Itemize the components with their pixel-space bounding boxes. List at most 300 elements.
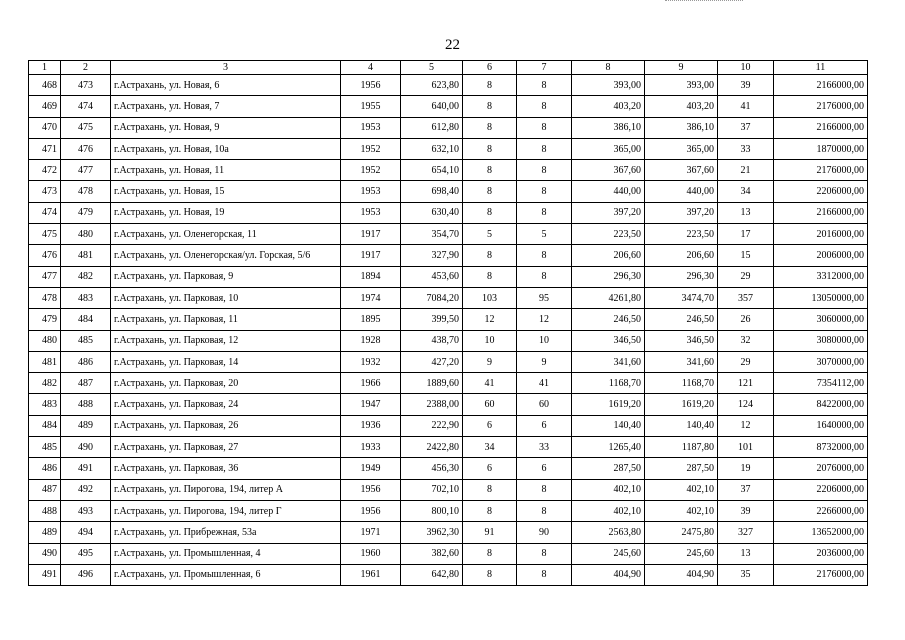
header-row (29, 61, 868, 75)
cell-residents-count: 33 (718, 138, 774, 159)
cell-record-number: 483 (61, 287, 111, 308)
cell-address: г.Астрахань, ул. Парковая, 11 (111, 309, 341, 330)
cell-apartments-count: 8 (463, 138, 517, 159)
cell-apartments-count: 8 (463, 500, 517, 521)
table-row (29, 564, 868, 585)
cell-year-built: 1933 (341, 437, 401, 458)
cell-residents-count: 34 (718, 181, 774, 202)
table-row (29, 309, 868, 330)
cell-total-area: 222,90 (401, 415, 463, 436)
cell-residential-count: 8 (517, 160, 572, 181)
cell-residential-count: 8 (517, 543, 572, 564)
cell-apartments-count: 9 (463, 351, 517, 372)
cell-living-area: 296,30 (572, 266, 645, 287)
cell-private-area: 367,60 (645, 160, 718, 181)
cell-apartments-count: 6 (463, 415, 517, 436)
cell-cost: 2206000,00 (774, 479, 868, 500)
cell-private-area: 403,20 (645, 96, 718, 117)
cell-row-number: 477 (29, 266, 61, 287)
cell-address: г.Астрахань, ул. Новая, 7 (111, 96, 341, 117)
cell-year-built: 1917 (341, 245, 401, 266)
cell-cost: 3312000,00 (774, 266, 868, 287)
table-row (29, 266, 868, 287)
cell-row-number: 487 (29, 479, 61, 500)
column-header-6: 6 (463, 61, 517, 75)
cell-private-area: 246,50 (645, 309, 718, 330)
cell-private-area: 346,50 (645, 330, 718, 351)
cell-private-area: 2475,80 (645, 522, 718, 543)
cell-address: г.Астрахань, ул. Новая, 15 (111, 181, 341, 202)
cell-address: г.Астрахань, ул. Новая, 9 (111, 117, 341, 138)
cell-address: г.Астрахань, ул. Парковая, 26 (111, 415, 341, 436)
cell-total-area: 453,60 (401, 266, 463, 287)
table-row (29, 224, 868, 245)
cell-total-area: 1889,60 (401, 373, 463, 394)
cell-cost: 2176000,00 (774, 160, 868, 181)
cell-apartments-count: 8 (463, 245, 517, 266)
table-row (29, 500, 868, 521)
cell-row-number: 481 (29, 351, 61, 372)
cell-address: г.Астрахань, ул. Парковая, 24 (111, 394, 341, 415)
cell-apartments-count: 5 (463, 224, 517, 245)
cell-cost: 3080000,00 (774, 330, 868, 351)
cell-apartments-count: 6 (463, 458, 517, 479)
cell-living-area: 2563,80 (572, 522, 645, 543)
table-row (29, 437, 868, 458)
cell-total-area: 7084,20 (401, 287, 463, 308)
cell-private-area: 296,30 (645, 266, 718, 287)
cell-apartments-count: 8 (463, 75, 517, 96)
cell-residents-count: 15 (718, 245, 774, 266)
cell-total-area: 630,40 (401, 202, 463, 223)
cell-total-area: 800,10 (401, 500, 463, 521)
column-header-10: 10 (718, 61, 774, 75)
cell-apartments-count: 8 (463, 117, 517, 138)
cell-year-built: 1949 (341, 458, 401, 479)
cell-private-area: 206,60 (645, 245, 718, 266)
cell-cost: 13652000,00 (774, 522, 868, 543)
cell-residential-count: 8 (517, 181, 572, 202)
cell-residential-count: 60 (517, 394, 572, 415)
cell-year-built: 1956 (341, 500, 401, 521)
cell-year-built: 1894 (341, 266, 401, 287)
cell-address: г.Астрахань, ул. Парковая, 14 (111, 351, 341, 372)
cell-row-number: 489 (29, 522, 61, 543)
table-row (29, 181, 868, 202)
cell-living-area: 365,00 (572, 138, 645, 159)
cell-year-built: 1917 (341, 224, 401, 245)
table-row (29, 522, 868, 543)
cell-apartments-count: 91 (463, 522, 517, 543)
cell-private-area: 397,20 (645, 202, 718, 223)
cell-row-number: 491 (29, 564, 61, 585)
cell-record-number: 484 (61, 309, 111, 330)
cell-record-number: 488 (61, 394, 111, 415)
cell-residents-count: 13 (718, 202, 774, 223)
cell-cost: 2166000,00 (774, 202, 868, 223)
cell-record-number: 485 (61, 330, 111, 351)
cell-address: г.Астрахань, ул. Парковая, 27 (111, 437, 341, 458)
cell-cost: 2016000,00 (774, 224, 868, 245)
table-body (29, 75, 868, 586)
cell-row-number: 474 (29, 202, 61, 223)
cell-residential-count: 8 (517, 564, 572, 585)
cell-residents-count: 29 (718, 351, 774, 372)
cell-residents-count: 12 (718, 415, 774, 436)
table-row (29, 160, 868, 181)
table-row (29, 117, 868, 138)
cell-apartments-count: 8 (463, 181, 517, 202)
cell-total-area: 354,70 (401, 224, 463, 245)
column-header-1: 1 (29, 61, 61, 75)
housing-table (28, 60, 868, 586)
cell-address: г.Астрахань, ул. Парковая, 36 (111, 458, 341, 479)
cell-residents-count: 41 (718, 96, 774, 117)
cell-address: г.Астрахань, ул. Пирогова, 194, литер А (111, 479, 341, 500)
cell-living-area: 346,50 (572, 330, 645, 351)
cell-row-number: 480 (29, 330, 61, 351)
cell-living-area: 287,50 (572, 458, 645, 479)
cell-cost: 2006000,00 (774, 245, 868, 266)
cell-year-built: 1895 (341, 309, 401, 330)
cell-total-area: 382,60 (401, 543, 463, 564)
cell-total-area: 642,80 (401, 564, 463, 585)
table-row (29, 394, 868, 415)
cell-record-number: 475 (61, 117, 111, 138)
cell-private-area: 365,00 (645, 138, 718, 159)
cell-living-area: 403,20 (572, 96, 645, 117)
cell-row-number: 485 (29, 437, 61, 458)
cell-address: г.Астрахань, ул. Промышленная, 6 (111, 564, 341, 585)
cell-record-number: 474 (61, 96, 111, 117)
column-header-4: 4 (341, 61, 401, 75)
table-row (29, 458, 868, 479)
cell-living-area: 367,60 (572, 160, 645, 181)
cell-private-area: 386,10 (645, 117, 718, 138)
cell-cost: 2206000,00 (774, 181, 868, 202)
cell-apartments-count: 8 (463, 202, 517, 223)
cell-year-built: 1966 (341, 373, 401, 394)
column-header-11: 11 (774, 61, 868, 75)
cell-row-number: 478 (29, 287, 61, 308)
cell-residents-count: 357 (718, 287, 774, 308)
cell-residential-count: 8 (517, 479, 572, 500)
cell-cost: 2036000,00 (774, 543, 868, 564)
cell-address: г.Астрахань, ул. Новая, 19 (111, 202, 341, 223)
cell-living-area: 404,90 (572, 564, 645, 585)
cell-row-number: 482 (29, 373, 61, 394)
table-row (29, 415, 868, 436)
cell-living-area: 1265,40 (572, 437, 645, 458)
cell-residential-count: 8 (517, 75, 572, 96)
cell-apartments-count: 12 (463, 309, 517, 330)
cell-record-number: 476 (61, 138, 111, 159)
cell-apartments-count: 10 (463, 330, 517, 351)
cell-total-area: 2422,80 (401, 437, 463, 458)
cell-residential-count: 8 (517, 245, 572, 266)
cell-year-built: 1928 (341, 330, 401, 351)
cell-row-number: 468 (29, 75, 61, 96)
cell-private-area: 404,90 (645, 564, 718, 585)
cell-residents-count: 19 (718, 458, 774, 479)
cell-residential-count: 12 (517, 309, 572, 330)
cell-address: г.Астрахань, ул. Оленегорская/ул. Горская, 5/6 (111, 245, 341, 266)
cell-total-area: 698,40 (401, 181, 463, 202)
cell-private-area: 245,60 (645, 543, 718, 564)
cell-private-area: 223,50 (645, 224, 718, 245)
cell-year-built: 1956 (341, 75, 401, 96)
cell-record-number: 473 (61, 75, 111, 96)
cell-row-number: 473 (29, 181, 61, 202)
column-header-5: 5 (401, 61, 463, 75)
cell-record-number: 487 (61, 373, 111, 394)
cell-total-area: 612,80 (401, 117, 463, 138)
cell-living-area: 1619,20 (572, 394, 645, 415)
cell-record-number: 496 (61, 564, 111, 585)
cell-living-area: 140,40 (572, 415, 645, 436)
cell-residents-count: 13 (718, 543, 774, 564)
cell-cost: 2166000,00 (774, 75, 868, 96)
cell-apartments-count: 8 (463, 266, 517, 287)
cell-cost: 2076000,00 (774, 458, 868, 479)
cell-year-built: 1956 (341, 479, 401, 500)
cell-living-area: 402,10 (572, 500, 645, 521)
cell-row-number: 484 (29, 415, 61, 436)
cell-address: г.Астрахань, ул. Оленегорская, 11 (111, 224, 341, 245)
cell-total-area: 438,70 (401, 330, 463, 351)
cell-apartments-count: 8 (463, 96, 517, 117)
cell-year-built: 1932 (341, 351, 401, 372)
cell-residents-count: 101 (718, 437, 774, 458)
table-row (29, 75, 868, 96)
cell-year-built: 1952 (341, 138, 401, 159)
cell-cost: 8422000,00 (774, 394, 868, 415)
cell-record-number: 489 (61, 415, 111, 436)
cell-address: г.Астрахань, ул. Пирогова, 194, литер Г (111, 500, 341, 521)
cell-private-area: 341,60 (645, 351, 718, 372)
cell-private-area: 3474,70 (645, 287, 718, 308)
cell-row-number: 472 (29, 160, 61, 181)
cell-cost: 8732000,00 (774, 437, 868, 458)
cell-row-number: 479 (29, 309, 61, 330)
cell-year-built: 1961 (341, 564, 401, 585)
cell-year-built: 1960 (341, 543, 401, 564)
cell-row-number: 475 (29, 224, 61, 245)
cell-residents-count: 17 (718, 224, 774, 245)
cell-row-number: 490 (29, 543, 61, 564)
cell-living-area: 245,60 (572, 543, 645, 564)
table-row (29, 96, 868, 117)
cell-record-number: 480 (61, 224, 111, 245)
cell-residents-count: 29 (718, 266, 774, 287)
table-row (29, 543, 868, 564)
cell-year-built: 1953 (341, 117, 401, 138)
cell-year-built: 1952 (341, 160, 401, 181)
table-row (29, 245, 868, 266)
cell-total-area: 623,80 (401, 75, 463, 96)
cell-residents-count: 39 (718, 75, 774, 96)
cell-record-number: 491 (61, 458, 111, 479)
cell-address: г.Астрахань, ул. Парковая, 12 (111, 330, 341, 351)
cell-row-number: 476 (29, 245, 61, 266)
cell-year-built: 1953 (341, 202, 401, 223)
cell-row-number: 470 (29, 117, 61, 138)
cell-living-area: 4261,80 (572, 287, 645, 308)
table-row (29, 351, 868, 372)
cell-address: г.Астрахань, ул. Парковая, 10 (111, 287, 341, 308)
cell-year-built: 1971 (341, 522, 401, 543)
cell-total-area: 654,10 (401, 160, 463, 181)
cell-apartments-count: 8 (463, 479, 517, 500)
cell-total-area: 327,90 (401, 245, 463, 266)
cell-record-number: 490 (61, 437, 111, 458)
cell-record-number: 486 (61, 351, 111, 372)
cell-total-area: 702,10 (401, 479, 463, 500)
cell-residents-count: 124 (718, 394, 774, 415)
cell-address: г.Астрахань, ул. Промышленная, 4 (111, 543, 341, 564)
cell-apartments-count: 8 (463, 564, 517, 585)
cell-total-area: 3962,30 (401, 522, 463, 543)
cell-residential-count: 6 (517, 458, 572, 479)
cell-residential-count: 8 (517, 138, 572, 159)
cell-record-number: 478 (61, 181, 111, 202)
cell-residential-count: 8 (517, 500, 572, 521)
cell-living-area: 206,60 (572, 245, 645, 266)
cell-cost: 2266000,00 (774, 500, 868, 521)
table-row (29, 330, 868, 351)
column-header-7: 7 (517, 61, 572, 75)
cell-address: г.Астрахань, ул. Парковая, 20 (111, 373, 341, 394)
cell-year-built: 1947 (341, 394, 401, 415)
cell-year-built: 1953 (341, 181, 401, 202)
column-header-2: 2 (61, 61, 111, 75)
cell-record-number: 479 (61, 202, 111, 223)
cell-living-area: 402,10 (572, 479, 645, 500)
cell-record-number: 493 (61, 500, 111, 521)
cell-living-area: 397,20 (572, 202, 645, 223)
column-header-9: 9 (645, 61, 718, 75)
cell-year-built: 1936 (341, 415, 401, 436)
cell-residents-count: 37 (718, 117, 774, 138)
cell-living-area: 386,10 (572, 117, 645, 138)
cell-address: г.Астрахань, ул. Новая, 10а (111, 138, 341, 159)
column-header-8: 8 (572, 61, 645, 75)
cell-record-number: 481 (61, 245, 111, 266)
table-row (29, 202, 868, 223)
cell-row-number: 486 (29, 458, 61, 479)
cell-address: г.Астрахань, ул. Новая, 6 (111, 75, 341, 96)
cell-address: г.Астрахань, ул. Прибрежная, 53а (111, 522, 341, 543)
cell-residential-count: 8 (517, 266, 572, 287)
cell-record-number: 492 (61, 479, 111, 500)
cell-record-number: 482 (61, 266, 111, 287)
column-header-3: 3 (111, 61, 341, 75)
cell-residents-count: 26 (718, 309, 774, 330)
cell-private-area: 287,50 (645, 458, 718, 479)
cell-residential-count: 8 (517, 202, 572, 223)
cell-residential-count: 9 (517, 351, 572, 372)
cell-row-number: 483 (29, 394, 61, 415)
cell-residents-count: 37 (718, 479, 774, 500)
cell-apartments-count: 34 (463, 437, 517, 458)
table-row (29, 373, 868, 394)
cell-residential-count: 10 (517, 330, 572, 351)
cell-row-number: 488 (29, 500, 61, 521)
cell-residential-count: 41 (517, 373, 572, 394)
scan-mark (665, 0, 743, 4)
cell-residents-count: 21 (718, 160, 774, 181)
cell-cost: 1640000,00 (774, 415, 868, 436)
cell-residents-count: 39 (718, 500, 774, 521)
cell-residential-count: 33 (517, 437, 572, 458)
cell-private-area: 393,00 (645, 75, 718, 96)
cell-cost: 2176000,00 (774, 564, 868, 585)
cell-living-area: 1168,70 (572, 373, 645, 394)
cell-residents-count: 327 (718, 522, 774, 543)
cell-apartments-count: 8 (463, 543, 517, 564)
page-number: 22 (445, 37, 460, 53)
cell-cost: 3060000,00 (774, 309, 868, 330)
cell-living-area: 393,00 (572, 75, 645, 96)
cell-apartments-count: 60 (463, 394, 517, 415)
cell-total-area: 456,30 (401, 458, 463, 479)
table-row (29, 479, 868, 500)
cell-private-area: 1619,20 (645, 394, 718, 415)
cell-record-number: 477 (61, 160, 111, 181)
cell-cost: 13050000,00 (774, 287, 868, 308)
cell-living-area: 223,50 (572, 224, 645, 245)
cell-residential-count: 90 (517, 522, 572, 543)
cell-cost: 2176000,00 (774, 96, 868, 117)
cell-apartments-count: 8 (463, 160, 517, 181)
cell-total-area: 399,50 (401, 309, 463, 330)
cell-apartments-count: 103 (463, 287, 517, 308)
cell-residential-count: 95 (517, 287, 572, 308)
cell-residential-count: 8 (517, 96, 572, 117)
cell-total-area: 427,20 (401, 351, 463, 372)
cell-address: г.Астрахань, ул. Парковая, 9 (111, 266, 341, 287)
cell-private-area: 402,10 (645, 500, 718, 521)
cell-private-area: 402,10 (645, 479, 718, 500)
cell-residents-count: 35 (718, 564, 774, 585)
cell-total-area: 632,10 (401, 138, 463, 159)
cell-year-built: 1974 (341, 287, 401, 308)
table-row (29, 287, 868, 308)
cell-address: г.Астрахань, ул. Новая, 11 (111, 160, 341, 181)
cell-private-area: 1168,70 (645, 373, 718, 394)
cell-private-area: 440,00 (645, 181, 718, 202)
cell-cost: 2166000,00 (774, 117, 868, 138)
cell-private-area: 140,40 (645, 415, 718, 436)
cell-row-number: 469 (29, 96, 61, 117)
cell-residential-count: 8 (517, 117, 572, 138)
cell-private-area: 1187,80 (645, 437, 718, 458)
cell-residential-count: 5 (517, 224, 572, 245)
cell-living-area: 341,60 (572, 351, 645, 372)
cell-residential-count: 6 (517, 415, 572, 436)
cell-total-area: 640,00 (401, 96, 463, 117)
cell-row-number: 471 (29, 138, 61, 159)
cell-living-area: 246,50 (572, 309, 645, 330)
cell-record-number: 495 (61, 543, 111, 564)
cell-cost: 3070000,00 (774, 351, 868, 372)
cell-total-area: 2388,00 (401, 394, 463, 415)
cell-year-built: 1955 (341, 96, 401, 117)
cell-cost: 7354112,00 (774, 373, 868, 394)
cell-residents-count: 32 (718, 330, 774, 351)
cell-cost: 1870000,00 (774, 138, 868, 159)
cell-record-number: 494 (61, 522, 111, 543)
